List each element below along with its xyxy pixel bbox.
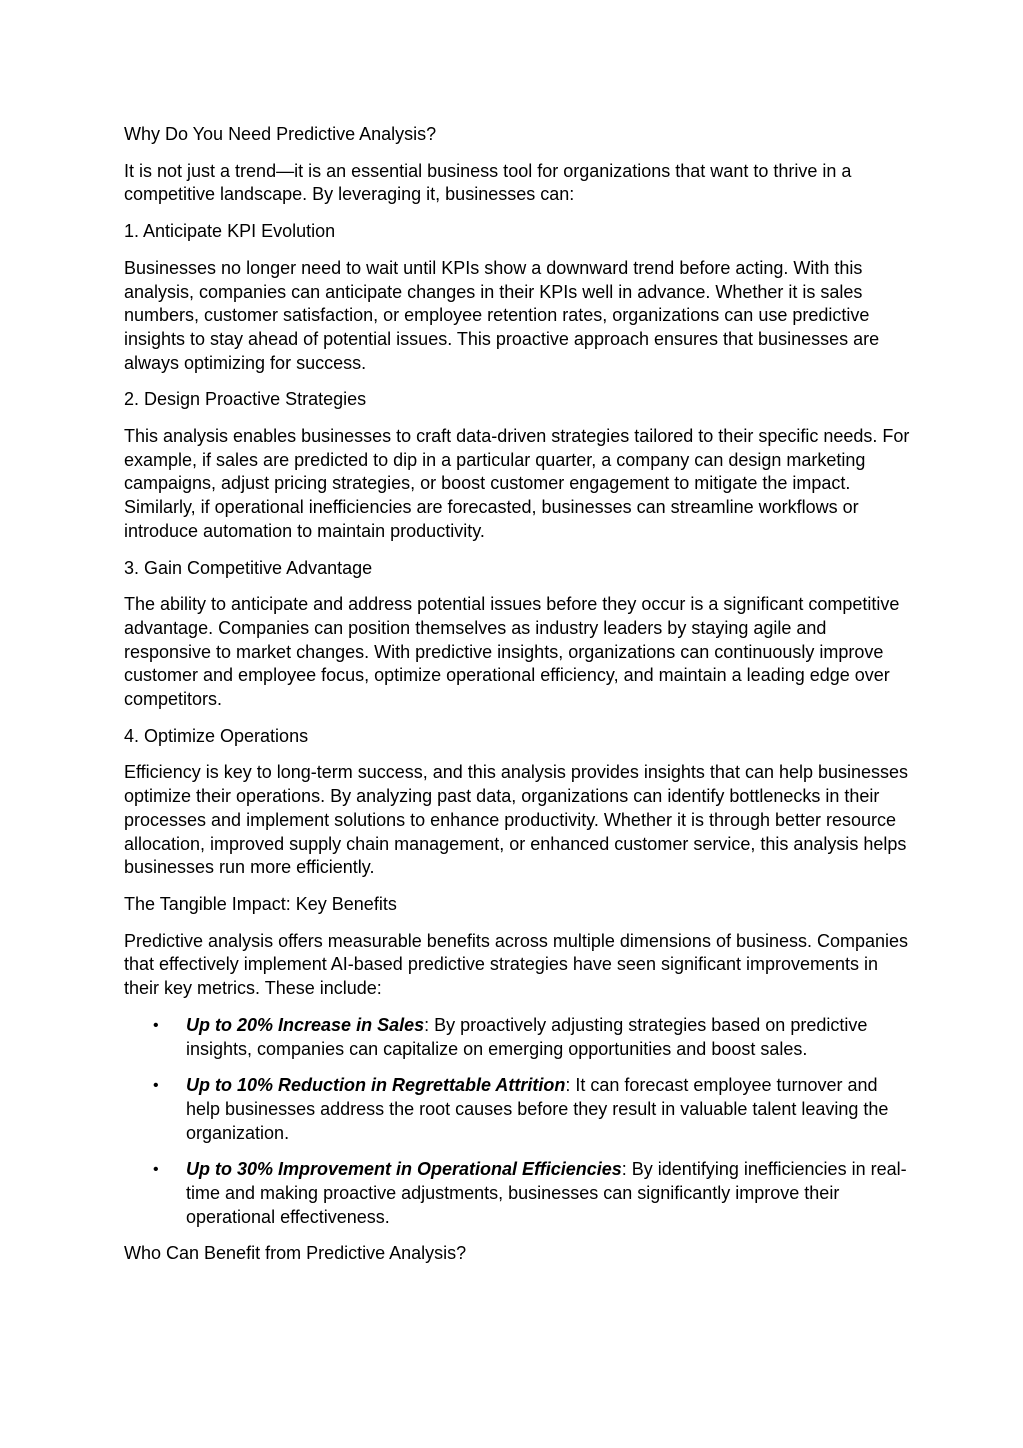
benefit-title: Up to 20% Increase in Sales — [186, 1014, 425, 1035]
bullet-icon: • — [153, 1077, 159, 1095]
section-heading-anticipate-kpi: 1. Anticipate KPI Evolution — [124, 221, 336, 242]
document-title: Why Do You Need Predictive Analysis? — [124, 124, 437, 144]
benefit-text: : By identifying inefficiencies in real-time and making proactive adjustments, businesses can significantly improve their operational effectiveness. — [186, 1159, 907, 1227]
bullet-icon: • — [153, 1016, 159, 1034]
intro-paragraph: It is not just a trend—it is an essential business tool for organizations that want to thrive in a competitive landscape. By leveraging it, businesses can: — [124, 160, 852, 205]
section-body-proactive-strategies: This analysis enables businesses to craft data-driven strategies tailored to their specific needs. For example, if sales are predicted to dip in a particular quarter, a company can design marketing campaigns, adjust pricing strategies, or boost customer engagement to mitigate the impact. Similarly, if operational inefficiencies are forecasted, businesses can streamline workflows or introduce automation to maintain productivity. — [124, 426, 910, 541]
bullet-icon: • — [153, 1161, 159, 1179]
benefit-text: : By proactively adjusting strategies based on predictive insights, companies can capitalize on emerging opportunities and boost sales. — [186, 1014, 868, 1059]
impact-heading: The Tangible Impact: Key Benefits — [124, 893, 397, 914]
closing-heading: Who Can Benefit from Predictive Analysis? — [124, 1243, 467, 1264]
benefit-item-sales — [124, 1014, 914, 1061]
section-heading-proactive-strategies: 2. Design Proactive Strategies — [124, 389, 367, 410]
benefit-item-efficiencies — [124, 1158, 914, 1229]
section-body-competitive-advantage: The ability to anticipate and address potential issues before they occur is a significant competitive advantage. Companies can position themselves as industry leaders by staying agile and responsive to market changes. With predictive insights, organizations can continuously improve customer and employee focus, optimize operational efficiency, and maintain a leading edge over competitors. — [124, 594, 900, 710]
section-heading-optimize-operations: 4. Optimize Operations — [124, 725, 309, 746]
section-heading-competitive-advantage: 3. Gain Competitive Advantage — [124, 557, 373, 578]
benefits-list — [124, 1014, 914, 1230]
section-body-optimize-operations: Efficiency is key to long-term success, and this analysis provides insights that can help businesses optimize their operations. By analyzing past data, organizations can identify bottlenecks in their processes and implement solutions to enhance productivity. Whether it is through better resource allocation, improved supply chain management, or enhanced customer service, this analysis helps businesses run more efficiently. — [124, 762, 909, 878]
impact-intro-paragraph: Predictive analysis offers measurable benefits across multiple dimensions of business. Companies that effectively implement AI-based predictive strategies have seen significant improvements in their key metrics. These include: — [124, 930, 909, 999]
benefit-text: : It can forecast employee turnover and help businesses address the root causes before they result in valuable talent leaving the organization. — [186, 1075, 889, 1143]
benefit-title: Up to 10% Reduction in Regrettable Attrition — [186, 1075, 566, 1096]
section-body-anticipate-kpi: Businesses no longer need to wait until KPIs show a downward trend before acting. With this analysis, companies can anticipate changes in their KPIs well in advance. Whether it is sales numbers, customer satisfaction, or employee retention rates, organizations can use predictive insights to stay ahead of potential issues. This proactive approach ensures that businesses are always optimizing for success. — [124, 257, 880, 373]
benefit-item-attrition — [124, 1074, 914, 1145]
document-page — [124, 123, 914, 1279]
benefit-title: Up to 30% Improvement in Operational Efficiencies — [186, 1159, 622, 1180]
